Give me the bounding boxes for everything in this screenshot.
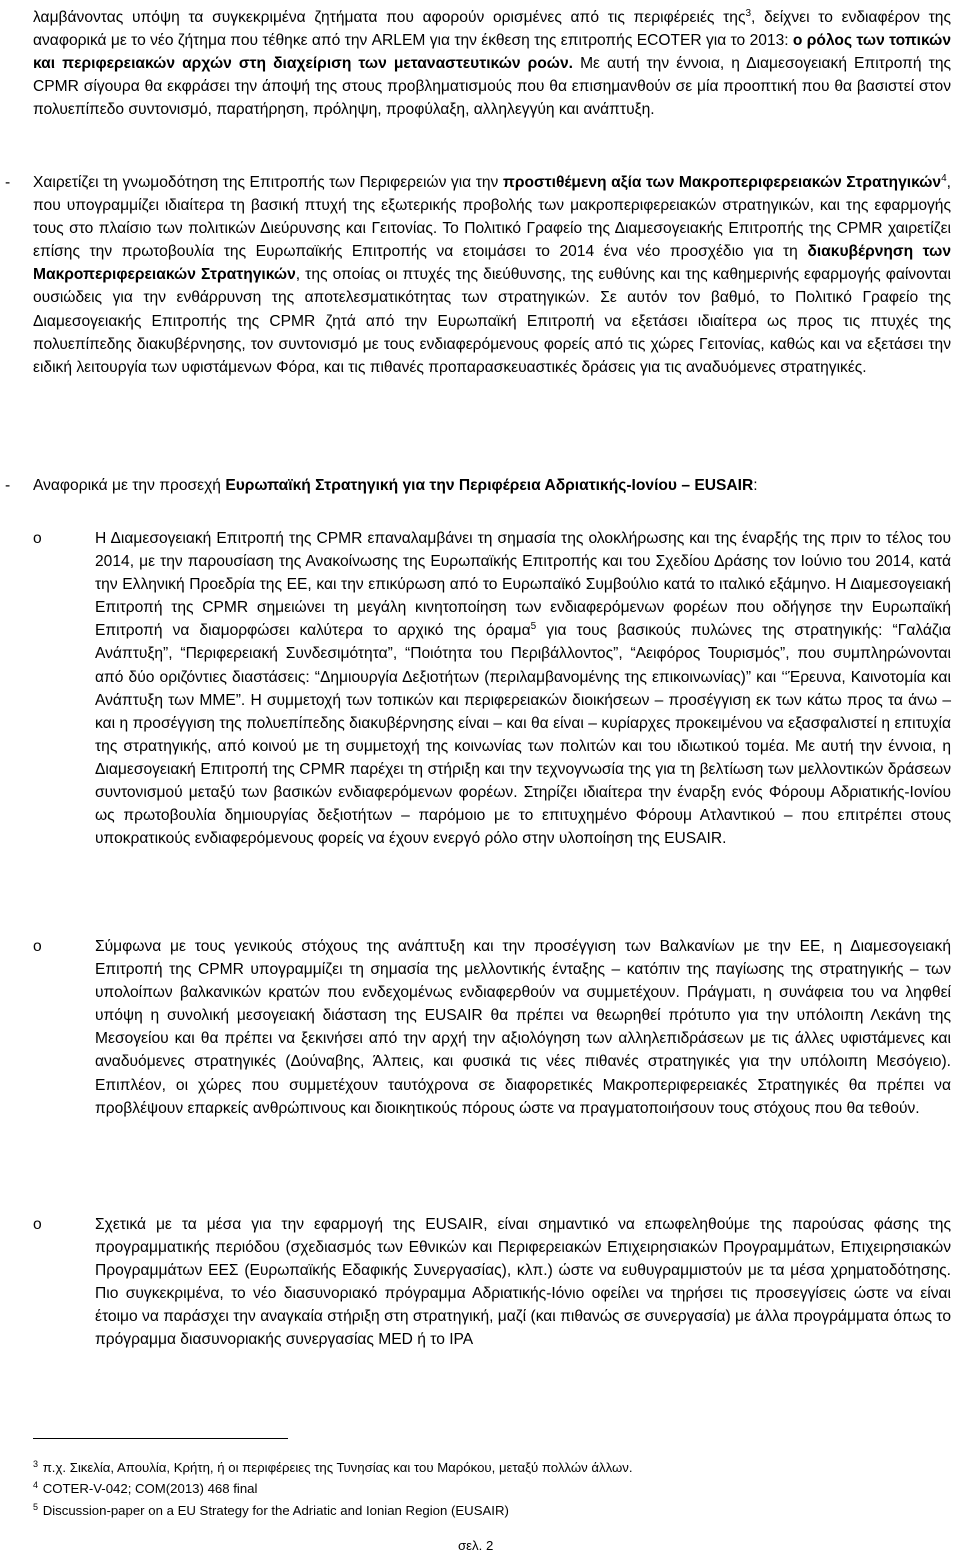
- footnote: [33, 1502, 509, 1520]
- footnote-number: 4: [33, 1479, 39, 1490]
- text: λαμβάνοντας υπόψη τα συγκεκριμένα ζητήματα που αφορούν ορισμένες από τις περιφέρειές της: [33, 9, 746, 26]
- text: , που υπογραμμίζει ιδιαίτερα τη βασική πτυχή της εξωτερικής προβολής των μακροπεριφερειακών στρατηγικών, και της εφαρμογής τους στο πλαίσιο των πολιτικών Διεύρυνσης και Γειτονίας. Το Πολιτικό Γραφείο της Διαμεσογειακής Επιτροπής της CPMR χαιρετίζει επίσης την πρωτοβουλία της Ευρωπαϊκής Επιτροπής να ετοιμάσει το 2014 ένα νέο προσχέδιο για τη: [33, 174, 952, 261]
- paragraph: [33, 474, 951, 497]
- dash-list-item: [5, 474, 951, 497]
- dash-bullet: -: [5, 477, 11, 494]
- bold-text: διακυβέρνηση των Μακροπεριφερειακών Στρατηγικών: [33, 243, 951, 284]
- text: για τους βασικούς πυλώνες της στρατηγικής: “Γαλάζια Ανάπτυξη”, “Περιφερειακή Συνδεσιμότητα”, “Ποιότητα του Περιβάλλοντος”, “Αειφόρος Τουρισμός”, που συμπληρώνονται από δύο οριζόντιες διαστάσεις: “Δημιουργία Δεξιοτήτων (περιλαμβανομένης της επικοινωνίας)” και ‘‘Έρευνα, Καινοτομία και Ανάπτυξη των ΜΜΕ”. Η συμμετοχή των τοπικών και περιφερειακών διοικήσεων – προσέγγιση εκ των κάτω προς τα άνω – και η προσέγγιση της πολυεπίπεδης διακυβέρνησης είναι – και θα είναι – κυρίαρχες προκειμένου να εξασφαλιστεί η επιτυχία της στρατηγικής, από κοινού με τη συμμετοχή της κοινωνίας των πολιτών και του ιδιωτικού τομέα. Με αυτή την έννοια, η Διαμεσογειακή Επιτροπή της CPMR παρέχει τη στήριξη και την τεχνογνωσία της για τη βελτίωση των μελλοντικών δράσεων συντονισμού μεταξύ των βασικών ενδιαφερόμενων φορέων. Στηρίζει ιδιαίτερα την έναρξη ενός Φόρουμ Αδριατικής-Ιονίου ως πρωτοβουλία δημιουργίας δεξιοτήτων – παρόμοιο με το επιτυχημένο Φόρουμ Ατλαντικού – που επιτρέπει στους υποκρατικούς ενδιαφερόμενους φορείς να έχουν ενεργό ρόλο στην υλοποίηση της EUSAIR.: [95, 622, 951, 848]
- footnote-number: 3: [33, 1458, 39, 1469]
- paragraph: [33, 171, 951, 379]
- footnote-text: π.χ. Σικελία, Απουλία, Κρήτη, ή οι περιφέρειες της Τυνησίας και του Μαρόκου, μεταξύ πολλών άλλων.: [42, 1460, 633, 1475]
- text: Η Διαμεσογειακή Επιτροπή της CPMR επαναλαμβάνει τη σημασία της ολοκλήρωσης και της έναρξής της πριν το τέλος του 2014, με την παρουσίαση της Ανακοίνωσης της Ευρωπαϊκής Επιτροπής και του Σχεδίου Δράσης τον Ιούνιο του 2014, κατά την Ελληνική Προεδρία της ΕΕ, και την επικύρωση από το Ευρωπαϊκό Συμβούλιο κατά το ιταλικό εξάμηνο. Η Διαμεσογειακή Επιτροπή της CPMR σημειώνει τη μεγάλη κινητοποίηση των ενδιαφερόμενων φορέων που οδήγησε την Ευρωπαϊκή Επιτροπή να διαμορφώσει καλύτερα το αρχικό της όραμα: [95, 530, 951, 640]
- circle-bullet: o: [33, 1216, 42, 1233]
- text: Με αυτή την έννοια, η Διαμεσογειακή Επιτροπή της CPMR σίγουρα θα εκφράσει την άποψή της στους προβληματισμούς που θα επισημανθούν σε μία προοπτική που θα βασιστεί στον πολυεπίπεδο συντονισμό, παρατήρηση, πρόληψη, προφύλαξη, αλληλεγγύη και ανάπτυξη.: [33, 55, 952, 119]
- paragraph: Σχετικά με τα μέσα για την εφαρμογή της EUSAIR, είναι σημαντικό να επωφεληθούμε της παρούσας φάσης της προγραμματικής περιόδου (σχεδιασμός των Εθνικών και Περιφερειακών Επιχειρησιακών Προγραμμάτων, Επιχειρησιακών Προγραμμάτων ΕΕΣ (Ευρωπαϊκής Εδαφικής Συνεργασίας), κλπ.) ώστε να ευθυγραμμιστούν με τα μέσα χρηματοδότησης. Πιο συγκεκριμένα, το νέο διασυνοριακό πρόγραμμα Αδριατικής-Ιόνιο οφείλει να τηρήσει τις προσεγγίσεις ώστε να είναι έτοιμο να παράσχει την αναγκαία στήριξη στη στρατηγική, μαζί (και πιθανώς σε συνεργασία) με άλλα προγράμματα όπως το πρόγραμμα διασυνοριακής συνεργασίας MED ή το IPA: [95, 1216, 951, 1349]
- page-number: σελ. 2: [458, 1538, 494, 1553]
- paragraph: Σύμφωνα με τους γενικούς στόχους της ανάπτυξη και την προσέγγιση των Βαλκανίων με την ΕΕ, η Διαμεσογειακή Επιτροπή της CPMR υπογραμμίζει τη σημασία της μελλοντικής ένταξης – κατόπιν της παγίωσης της στρατηγικής – των υπολοίπων βαλκανικών κρατών που ενδεχομένως ενδιαφερθούν να συμμετέχουν. Πράγματι, η συνάφεια του να ληφθεί υπόψη η συνολική μεσογειακή διάσταση της EUSAIR θα πρέπει να θεωρηθεί πρότυπο για την υπόλοιπη Λεκάνη της Μεσογείου και θα πρέπει να ξεκινήσει από την αρχή την αξιολόγηση των αλληλεπιδράσεων με τις άλλες υφιστάμενες και αναδυόμενες στρατηγικές (Δούναβης, Άλπεις, και φυσικά τις νέες πιθανές στρατηγικές για την υπόλοιπη Μεσόγειο). Επιπλέον, οι χώρες που συμμετέχουν ταυτόχρονα σε διαφορετικές Μακροπεριφερειακές Στρατηγικές θα πρέπει να προβλέψουν επαρκείς ανθρώπινους και διοικητικούς πόρους ώστε να πραγματοποιήσουν τους στόχους που θα τεθούν.: [95, 938, 951, 1117]
- text: , της οποίας οι πτυχές της διεύθυνσης, της ευθύνης και της καθημερινής εφαρμογής φαίνονται ουσιώδεις για την ενθάρρυνση της αποτελεσματικότητας των στρατηγικών. Σε αυτόν τον βαθμό, το Πολιτικό Γραφείο της Διαμεσογειακής Επιτροπής της CPMR ζητά από την Ευρωπαϊκή Επιτροπή να εξετάσει ιδιαίτερα ως προς τις πτυχές της πολυεπίπεδης διακυβέρνησης, τον συντονισμό με τους ενδιαφερόμενους φορείς από τις χώρες Γειτονίας, καθώς και να εξετάσει την ειδική λειτουργία των υφιστάμενων Φόρα, και τις πιθανές προπαρασκευαστικές δράσεις για τις αναδυόμενες στρατηγικές.: [33, 266, 951, 376]
- text: Αναφορικά με την προσεχή: [33, 477, 226, 494]
- footnote-text: Discussion-paper on a EU Strategy for the Adriatic and Ionian Region (EUSAIR): [42, 1503, 509, 1518]
- footnote-ref: 5: [530, 621, 537, 633]
- circle-list-item: [33, 1213, 951, 1352]
- circle-bullet: o: [33, 530, 42, 547]
- text: :: [753, 477, 758, 494]
- footnote-ref: 3: [745, 7, 752, 19]
- paragraph: [95, 527, 951, 850]
- bold-text: ο ρόλος των τοπικών και περιφερειακών αρχών στη διαχείριση των μεταναστευτικών ροών.: [33, 32, 952, 73]
- footnote-ref: 4: [941, 172, 947, 184]
- dash-bullet: -: [5, 174, 11, 191]
- bold-text: Ευρωπαϊκή Στρατηγική για την Περιφέρεια Αδριατικής-Ιονίου – EUSAIR: [225, 477, 754, 494]
- circle-bullet: o: [33, 938, 42, 955]
- dash-list-item: [5, 171, 952, 379]
- footnote-separator: [33, 1438, 288, 1439]
- intro-paragraph: [33, 6, 951, 121]
- text: Χαιρετίζει τη γνωμοδότηση της Επιτροπής των Περιφερειών για την: [33, 174, 503, 191]
- footnote: [33, 1480, 257, 1498]
- text: , δείχνει το ενδιαφέρον της αναφορικά με το νέο ζήτημα που τέθηκε από την ARLEM για την έκθεση της επιτροπής ECOTER για το 2013:: [33, 9, 951, 50]
- footnote: [33, 1459, 633, 1477]
- circle-list-item: [33, 527, 951, 850]
- footnote-text: COTER-V-042; COM(2013) 468 final: [42, 1481, 258, 1496]
- bold-text: προστιθέμενη αξία των Μακροπεριφερειακών Στρατηγικών: [502, 174, 942, 191]
- circle-list-item: [33, 935, 951, 1120]
- footnote-number: 5: [33, 1501, 39, 1512]
